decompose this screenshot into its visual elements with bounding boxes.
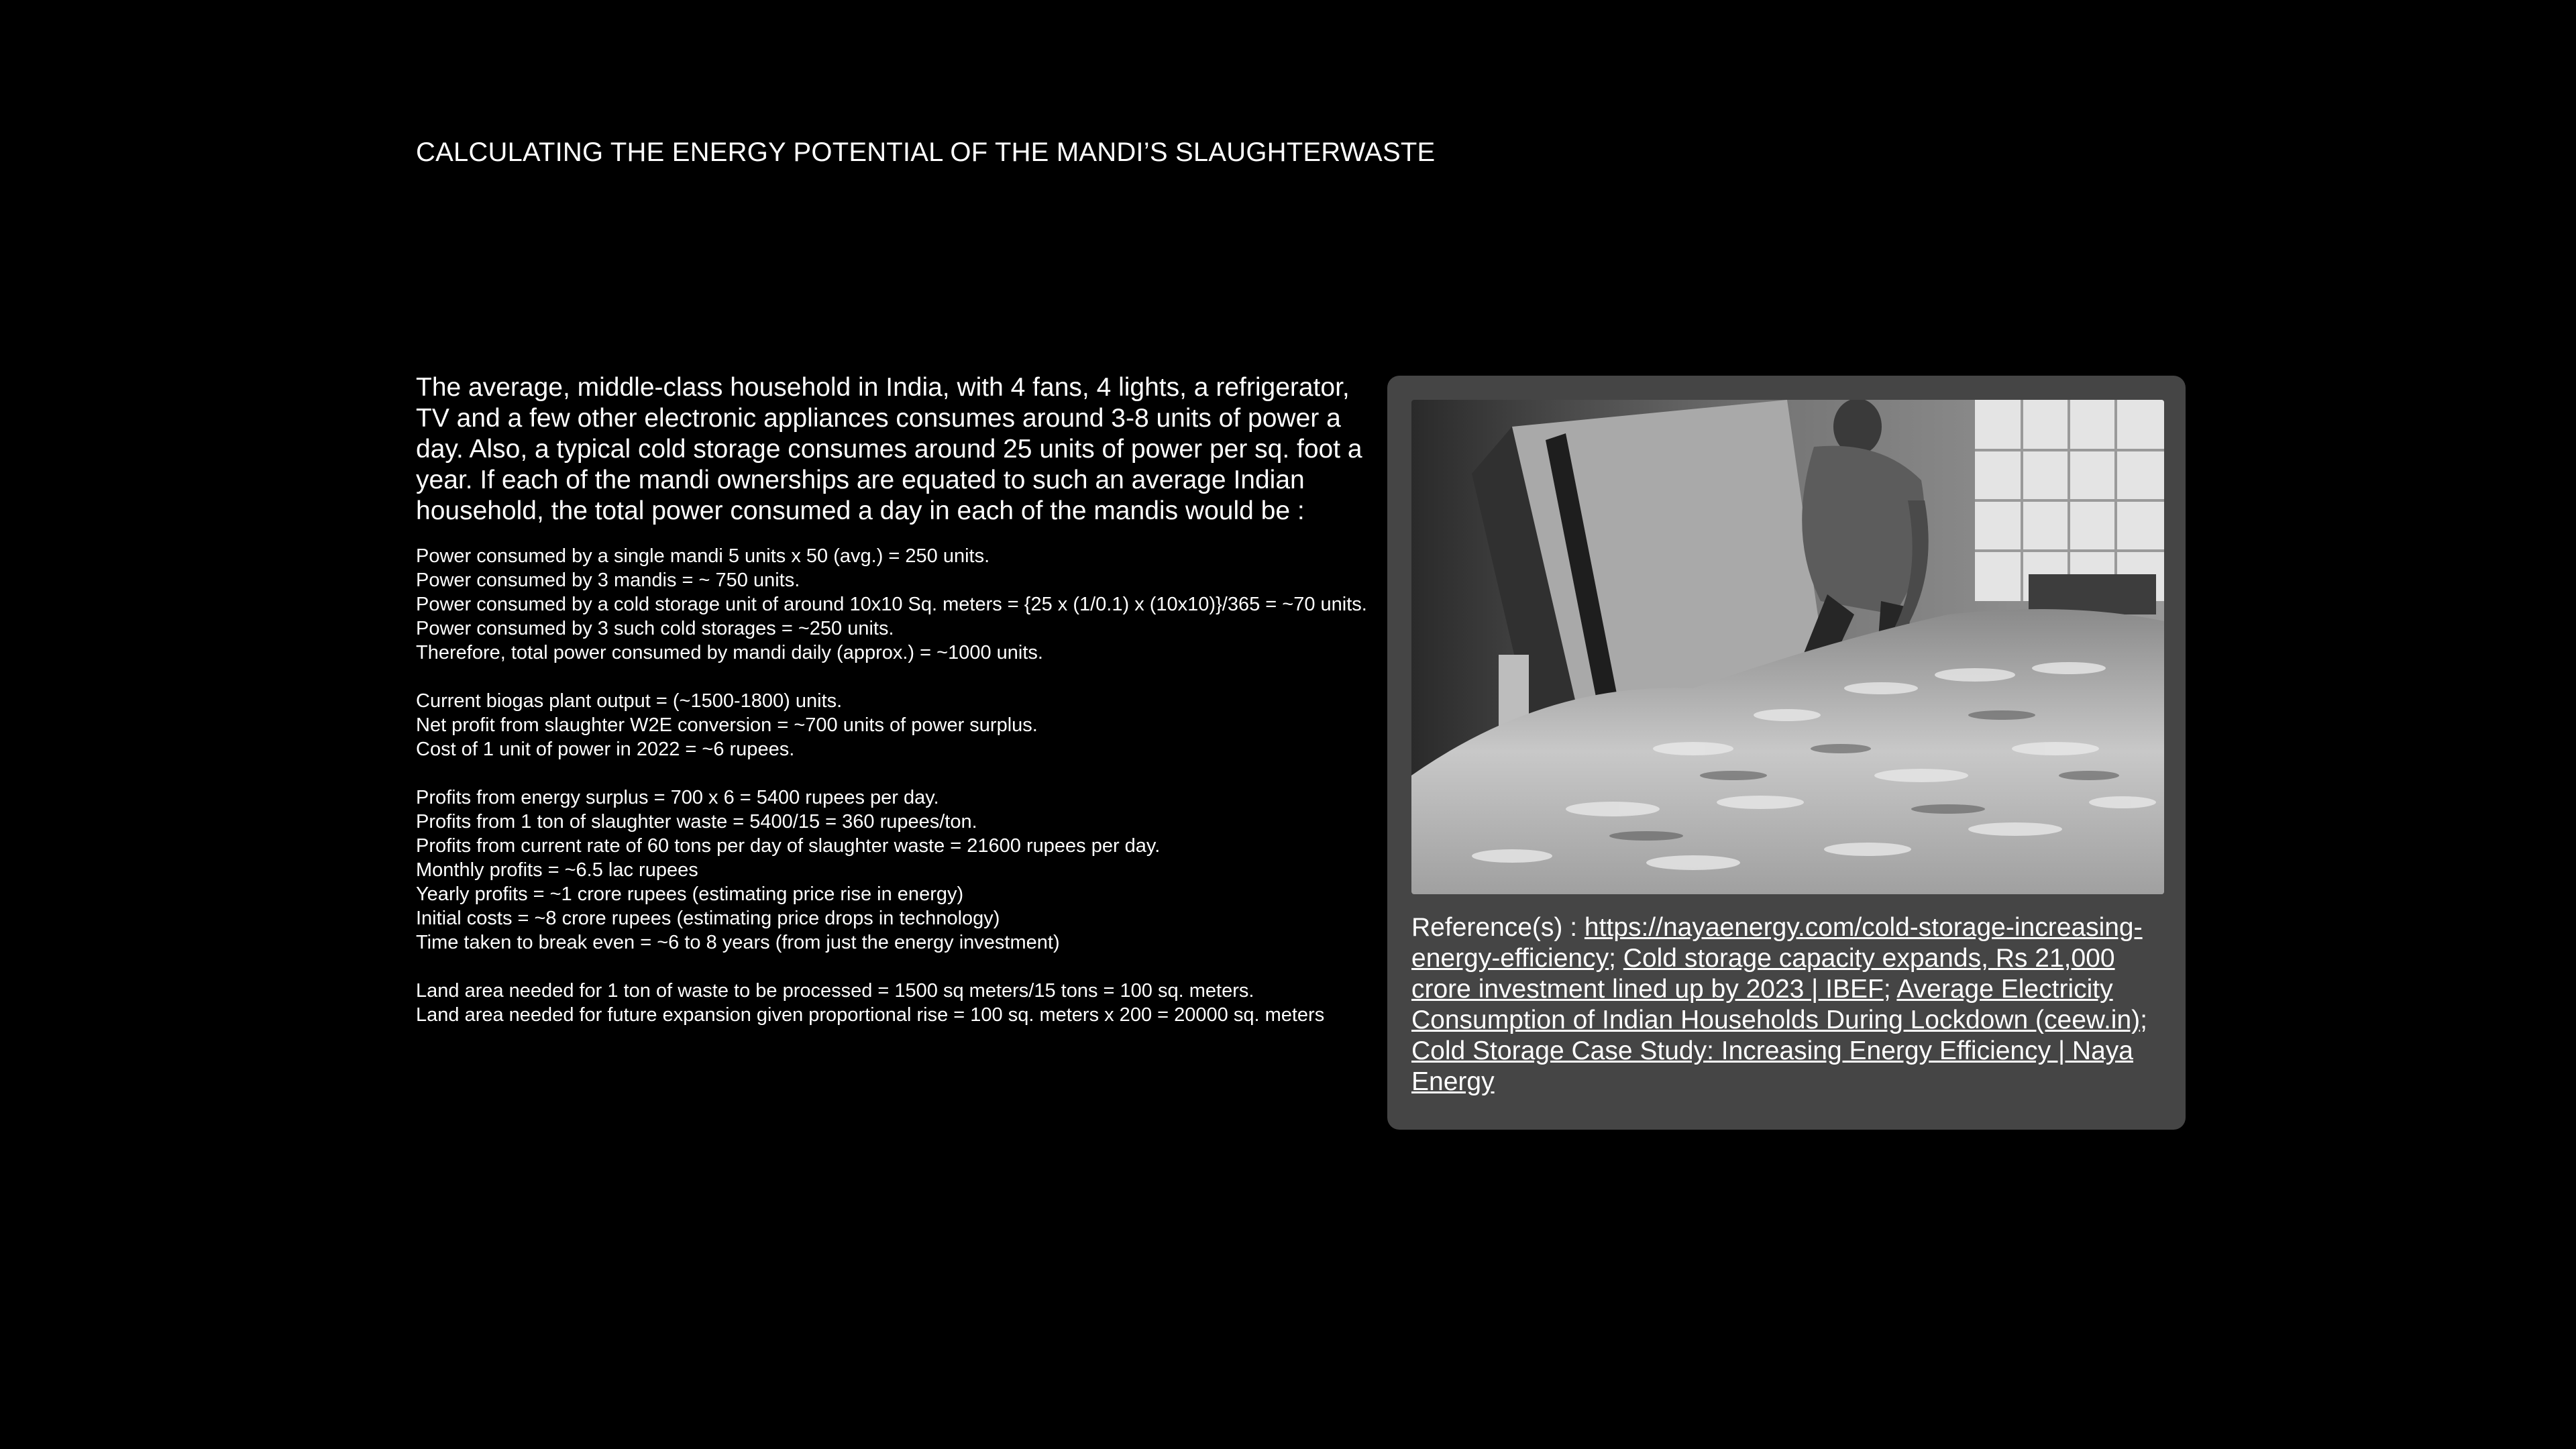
calc-line: Monthly profits = ~6.5 lac rupees — [416, 859, 698, 881]
calc-line: Time taken to break even = ~6 to 8 years (from just the energy investment) — [416, 932, 1060, 953]
calc-line: Land area needed for future expansion given proportional rise = 100 sq. meters x 200 = 20000 sq. meters — [416, 1004, 1325, 1026]
calc-group — [416, 689, 1368, 761]
references — [1411, 912, 2169, 1097]
calc-line: Power consumed by a cold storage unit of around 10x10 Sq. meters = {25 x (1/0.1) x (10x10)}/365 = ~70 units. — [416, 594, 1367, 615]
reference-link-naya-case-study[interactable]: Cold Storage Case Study: Increasing Energy Efficiency | Naya Energy — [1411, 1036, 2133, 1096]
calc-group — [416, 544, 1368, 665]
calc-group — [416, 786, 1368, 955]
calc-line: Land area needed for 1 ton of waste to be processed = 1500 sq meters/15 tons = 100 sq. meters. — [416, 980, 1254, 1002]
calc-line: Profits from 1 ton of slaughter waste = 5400/15 = 360 rupees/ton. — [416, 811, 977, 833]
calculations — [416, 544, 1368, 1027]
reference-separator: ; — [1883, 975, 1897, 1004]
reference-separator: ; — [2140, 1006, 2147, 1034]
calc-line: Net profit from slaughter W2E conversion = ~700 units of power surplus. — [416, 714, 1038, 736]
calc-line: Power consumed by a single mandi 5 units x 50 (avg.) = 250 units. — [416, 545, 990, 567]
reference-card — [1387, 376, 2186, 1130]
reference-link-ibef[interactable]: Cold storage capacity expands, Rs 21,000 crore investment lined up by 2023 | IBEF — [1411, 944, 2115, 1004]
body-column — [416, 372, 1368, 1051]
reference-separator: ; — [1609, 944, 1623, 973]
calc-line: Current biogas plant output = (~1500-1800) units. — [416, 690, 843, 712]
calc-line: Initial costs = ~8 crore rupees (estimating price drops in technology) — [416, 908, 1000, 929]
references-prefix: Reference(s) : — [1411, 913, 1585, 942]
calc-line: Power consumed by 3 such cold storages = ~250 units. — [416, 618, 894, 639]
photo-fish-market-worker — [1411, 400, 2164, 894]
calc-line: Yearly profits = ~1 crore rupees (estimating price rise in energy) — [416, 883, 964, 905]
calc-line: Therefore, total power consumed by mandi daily (approx.) = ~1000 units. — [416, 642, 1043, 663]
slide-title: CALCULATING THE ENERGY POTENTIAL OF THE MANDI’S SLAUGHTERWASTE — [416, 138, 1436, 167]
calc-line: Profits from current rate of 60 tons per day of slaughter waste = 21600 rupees per day. — [416, 835, 1161, 857]
calc-line: Cost of 1 unit of power in 2022 = ~6 rupees. — [416, 739, 795, 760]
calc-group — [416, 979, 1368, 1027]
calc-line: Profits from energy surplus = 700 x 6 = 5400 rupees per day. — [416, 787, 939, 808]
calc-line: Power consumed by 3 mandis = ~ 750 units. — [416, 570, 800, 591]
reference-link-ceew[interactable]: Average Electricity Consumption of Indian Households During Lockdown (ceew.in) — [1411, 975, 2141, 1034]
reference-link-naya-url[interactable]: https://nayaenergy.com/cold-storage-increasing-energy-efficiency — [1411, 913, 2143, 973]
intro-paragraph: The average, middle-class household in India, with 4 fans, 4 lights, a refrigerator, TV and a few other electronic appliances consumes around 3-8 units of power a day. Also, a typical cold storage consumes around 25 units of power per sq. foot a year. If each of the mandi ownerships are equated to such an average Indian household, the total power consumed a day in each of the mandis would be : — [416, 373, 1362, 525]
